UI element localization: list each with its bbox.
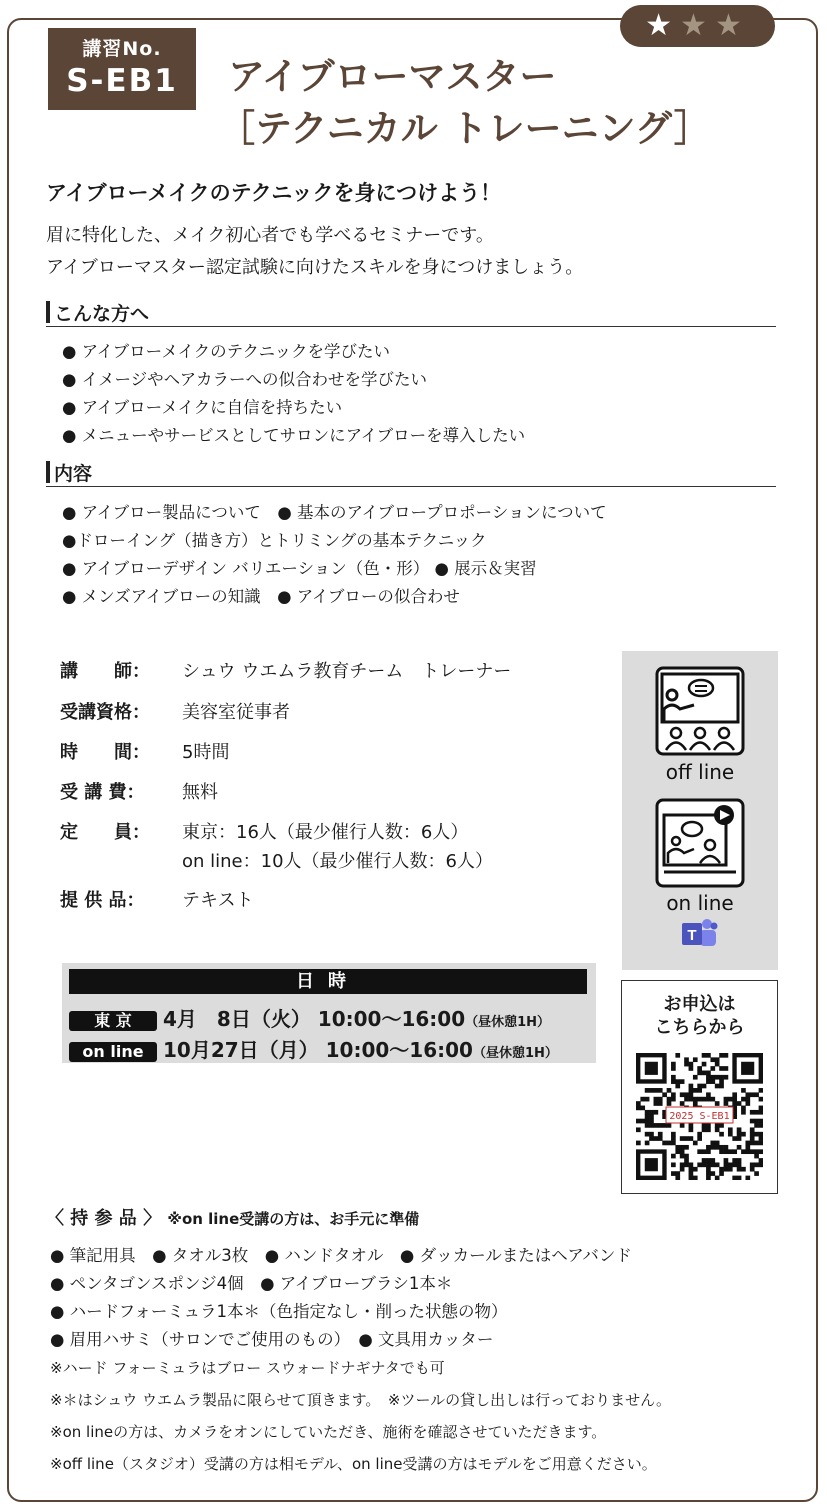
course-number: S-EB1 <box>66 63 178 99</box>
bring-heading <box>46 1204 419 1230</box>
note-line: ※ハード フォーミュラはブロー スウォードナギナタでも可 <box>50 1359 445 1377</box>
list-item: ● アイブローデザイン バリエーション（色・形） ● 展示＆実習 <box>62 559 537 578</box>
detail-label: 提 供 品： <box>60 890 145 911</box>
detail-label: 講 師： <box>60 661 150 682</box>
schedule-date: 10月27日（月） 10:00〜16:00 <box>163 1038 473 1062</box>
star-filled-icon: ★ <box>645 8 681 43</box>
list-item: ● アイブローメイクのテクニックを学びたい <box>62 342 391 361</box>
online-label: on line <box>666 891 734 915</box>
list-item: ● ハードフォーミュラ1本＊（色指定なし・削った状態の物） <box>50 1302 508 1321</box>
video-lesson-icon <box>654 797 746 889</box>
apply-title-line: こちらから <box>654 1017 745 1038</box>
star-empty-icon: ★★ <box>680 8 750 43</box>
course-subtitle: ［テクニカル トレーニング］ <box>218 107 711 150</box>
note-line: ※on lineの方は、カメラをオンにしていただき、施術を確認させていただきます。 <box>50 1423 607 1441</box>
course-number-label: 講習No. <box>82 38 162 60</box>
section-heading-content: 内容 <box>46 459 776 487</box>
qr-code[interactable] <box>636 1053 763 1180</box>
list-item: ● 筆記用具 ● タオル3枚 ● ハンドタオル ● ダッカールまたはヘアバンド <box>50 1246 632 1265</box>
svg-text:T: T <box>687 927 697 944</box>
list-item: ● イメージやヘアカラーへの似合わせを学びたい <box>62 370 427 389</box>
detail-value: 無料 <box>182 782 218 803</box>
apply-title <box>622 993 777 1039</box>
detail-value: 東京：16人（最少催行人数：6人） <box>182 822 469 843</box>
difficulty-rating <box>620 5 775 47</box>
list-item: ● メニューやサービスとしてサロンにアイブローを導入したい <box>62 426 526 445</box>
list-item: ● アイブローメイクに自信を持ちたい <box>62 398 343 417</box>
note-line: ※＊はシュウ ウエムラ製品に限らせて頂きます。 ※ツールの貸し出しは行っておりません。 <box>50 1391 672 1409</box>
course-title: アイブローマスター <box>228 55 557 98</box>
bring-title: 〈 持 参 品 〉 <box>46 1208 162 1229</box>
detail-label: 受講資格： <box>60 702 150 723</box>
note-line: ※off line（スタジオ）受講の方は相モデル、on line受講の方はモデルをご用意ください。 <box>50 1455 657 1473</box>
schedule-note: （昼休憩1H） <box>465 1015 551 1030</box>
detail-label: 受 講 費： <box>60 782 145 803</box>
lead-text: アイブローメイクのテクニックを身につけよう！ <box>46 181 502 205</box>
schedule-note: （昼休憩1H） <box>472 1046 558 1061</box>
detail-value: シュウ ウエムラ教育チーム トレーナー <box>182 661 512 682</box>
description-line: アイブローマスター認定試験に向けたスキルを身につけましょう。 <box>46 257 584 278</box>
list-item: ● メンズアイブローの知識 ● アイブローの似合わせ <box>62 587 460 606</box>
schedule-heading: 日時 <box>69 969 587 994</box>
schedule-row <box>69 1034 558 1063</box>
apply-title-line: お申込は <box>663 994 736 1015</box>
classroom-icon <box>654 665 746 757</box>
schedule-date: 4月 8日（火） 10:00〜16:00 <box>163 1007 466 1031</box>
bring-note: ※on line受講の方は、お手元に準備 <box>167 1210 420 1228</box>
teams-icon <box>680 917 720 951</box>
qr-center-label: 2025 S-EB1 <box>669 1111 730 1122</box>
format-panel <box>622 651 778 970</box>
course-number-badge <box>48 28 196 110</box>
description-line: 眉に特化した、メイク初心者でも学べるセミナーです。 <box>46 225 494 246</box>
detail-value: 美容室従事者 <box>182 702 290 723</box>
schedule-row <box>69 1003 550 1032</box>
detail-value: テキスト <box>182 890 254 911</box>
venue-tag: 東 京 <box>69 1011 157 1031</box>
list-item: ●ドローイング（描き方）とトリミングの基本テクニック <box>62 531 487 550</box>
detail-value: on line：10人（最少催行人数：6人） <box>182 851 493 872</box>
apply-box <box>621 980 778 1194</box>
detail-label: 定 員： <box>60 822 150 843</box>
list-item: ● アイブロー製品について ● 基本のアイブロープロポーションについて <box>62 503 607 522</box>
offline-label: off line <box>665 760 735 784</box>
detail-value: 5時間 <box>182 742 230 763</box>
venue-tag: on line <box>69 1042 157 1062</box>
detail-label: 時 間： <box>60 742 150 763</box>
schedule-box <box>62 963 596 1063</box>
list-item: ● 眉用ハサミ（サロンでご使用のもの） ● 文具用カッター <box>50 1330 494 1349</box>
section-heading-target: こんな方へ <box>46 299 776 327</box>
list-item: ● ペンタゴンスポンジ4個 ● アイブローブラシ1本＊ <box>50 1274 453 1293</box>
